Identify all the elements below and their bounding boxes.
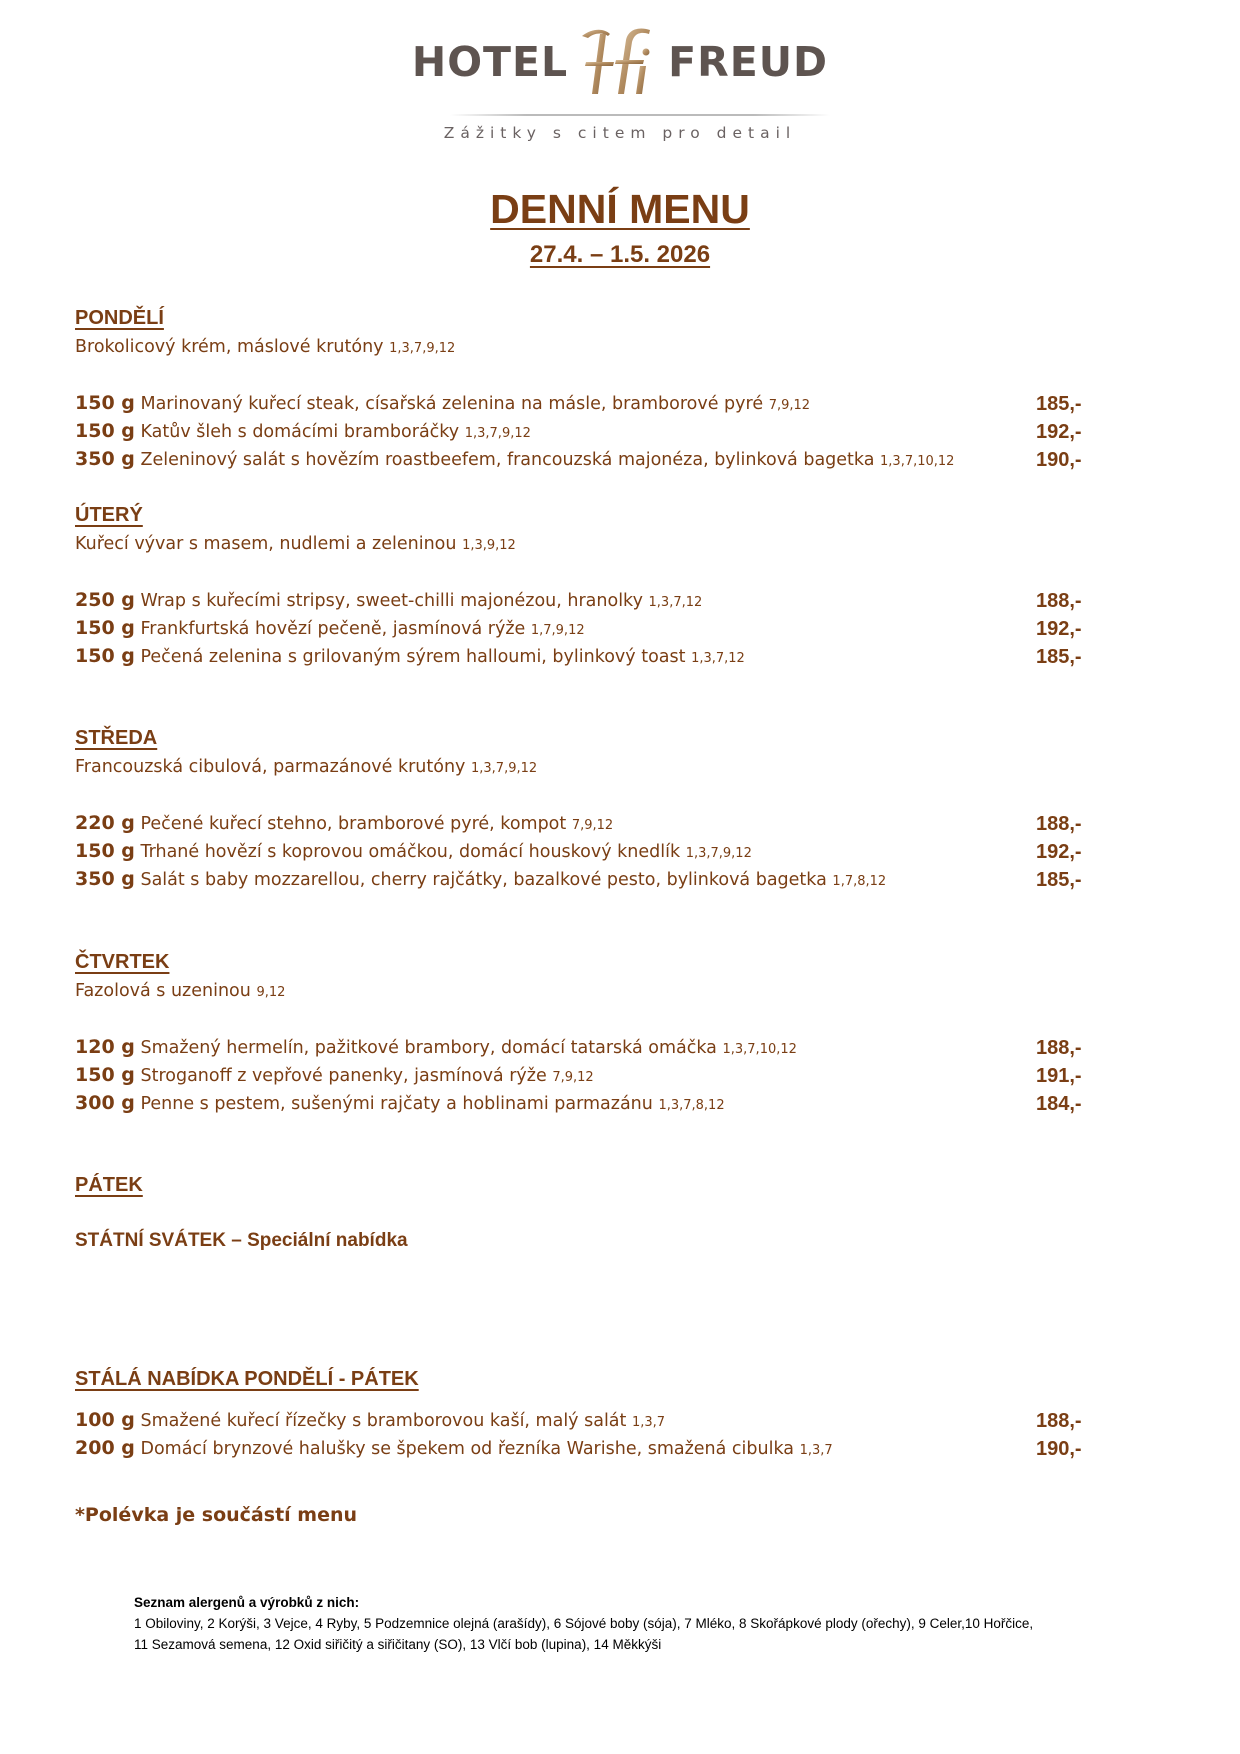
menu-item: 150 g Katův šleh s domácími bramboráčky 1,3,7,9,12 [75,420,531,442]
standing-offer-title: STÁLÁ NABÍDKA PONDĚLÍ - PÁTEK [75,1368,419,1390]
menu-item: 100 g Smažené kuřecí řízečky s bramborovou kaší, malý salát 1,3,7 [75,1409,666,1431]
menu-item-price: 191,- [1036,1065,1082,1087]
soup-included-note: *Polévka je součástí menu [75,1504,358,1526]
menu-item-price: 184,- [1036,1093,1082,1115]
soup-monday: Brokolicový krém, máslové krutóny 1,3,7,9,12 [75,337,456,357]
menu-item-price: 188,- [1036,813,1082,835]
menu-item: 120 g Smažený hermelín, pažitkové brambory, domácí tatarská omáčka 1,3,7,10,12 [75,1036,797,1058]
day-title-tuesday: ÚTERÝ [75,504,143,526]
day-title-wednesday: STŘEDA [75,727,158,749]
menu-item-price: 188,- [1036,590,1082,612]
menu-item: 150 g Pečená zelenina s grilovaným sýrem halloumi, bylinkový toast 1,3,7,12 [75,645,745,667]
day-title-friday: PÁTEK [75,1174,143,1196]
menu-item: 220 g Pečené kuřecí stehno, bramborové pyré, kompot 7,9,12 [75,812,614,834]
menu-item: 150 g Marinovaný kuřecí steak, císařská zelenina na másle, bramborové pyré 7,9,12 [75,392,811,414]
soup-thursday: Fazolová s uzeninou 9,12 [75,981,286,1001]
hotel-monogram-icon [574,22,662,102]
menu-item-price: 185,- [1036,646,1082,668]
menu-item: 250 g Wrap s kuřecími stripsy, sweet-chilli majonézou, hranolky 1,3,7,12 [75,589,703,611]
allergen-list-line: 1 Obiloviny, 2 Korýši, 3 Vejce, 4 Ryby, 5 Podzemnice olejná (arašídy), 6 Sójové boby (sója), 7 Mléko, 8 Skořápkové plody (ořechy), 9 Celer,10 Hořčice, [134,1616,1034,1631]
allergen-list-line: 11 Sezamová semena, 12 Oxid siřičitý a siřičitany (SO), 13 Vlčí bob (lupina), 14 Měkkýši [134,1637,662,1652]
menu-item-price: 185,- [1036,869,1082,891]
date-range: 27.4. – 1.5. 2026 [529,241,711,268]
day-title-monday: PONDĚLÍ [75,307,164,329]
menu-item: 150 g Trhané hovězí s koprovou omáčkou, domácí houskový knedlík 1,3,7,9,12 [75,840,752,862]
menu-item-price: 190,- [1036,449,1082,471]
menu-item: 300 g Penne s pestem, sušenými rajčaty a hoblinami parmazánu 1,3,7,8,12 [75,1092,725,1114]
hotel-logo [0,22,1240,102]
tagline: Zážitky s citem pro detail [443,124,797,142]
menu-item-price: 192,- [1036,618,1082,640]
menu-item-price: 192,- [1036,421,1082,443]
menu-item: 150 g Frankfurtská hovězí pečeně, jasmínová rýže 1,7,9,12 [75,617,585,639]
logo-word-left: HOTEL [411,37,569,86]
menu-item-price: 188,- [1036,1037,1082,1059]
menu-item: 200 g Domácí brynzové halušky se špekem od řezníka Warishe, smažená cibulka 1,3,7 [75,1437,833,1459]
menu-item-price: 185,- [1036,393,1082,415]
menu-item: 150 g Stroganoff z vepřové panenky, jasmínová rýže 7,9,12 [75,1064,594,1086]
menu-item-price: 190,- [1036,1438,1082,1460]
logo-word-right: FREUD [668,37,829,86]
menu-item-price: 192,- [1036,841,1082,863]
menu-item: 350 g Salát s baby mozzarellou, cherry rajčátky, bazalkové pesto, bylinková bagetka 1,7,8,12 [75,868,887,890]
page-title: DENNÍ MENU [490,186,750,232]
soup-wednesday: Francouzská cibulová, parmazánové krutóny 1,3,7,9,12 [75,757,538,777]
menu-item: 350 g Zeleninový salát s hovězím roastbeefem, francouzská majonéza, bylinková bagetka 1,3,7,10,12 [75,448,955,470]
day-title-thursday: ČTVRTEK [75,951,170,973]
menu-item-price: 188,- [1036,1410,1082,1432]
header-divider [450,114,830,116]
allergen-list-title: Seznam alergenů a výrobků z nich: [134,1595,360,1610]
holiday-notice: STÁTNÍ SVÁTEK – Speciální nabídka [75,1230,408,1251]
soup-tuesday: Kuřecí vývar s masem, nudlemi a zeleninou 1,3,9,12 [75,534,516,554]
